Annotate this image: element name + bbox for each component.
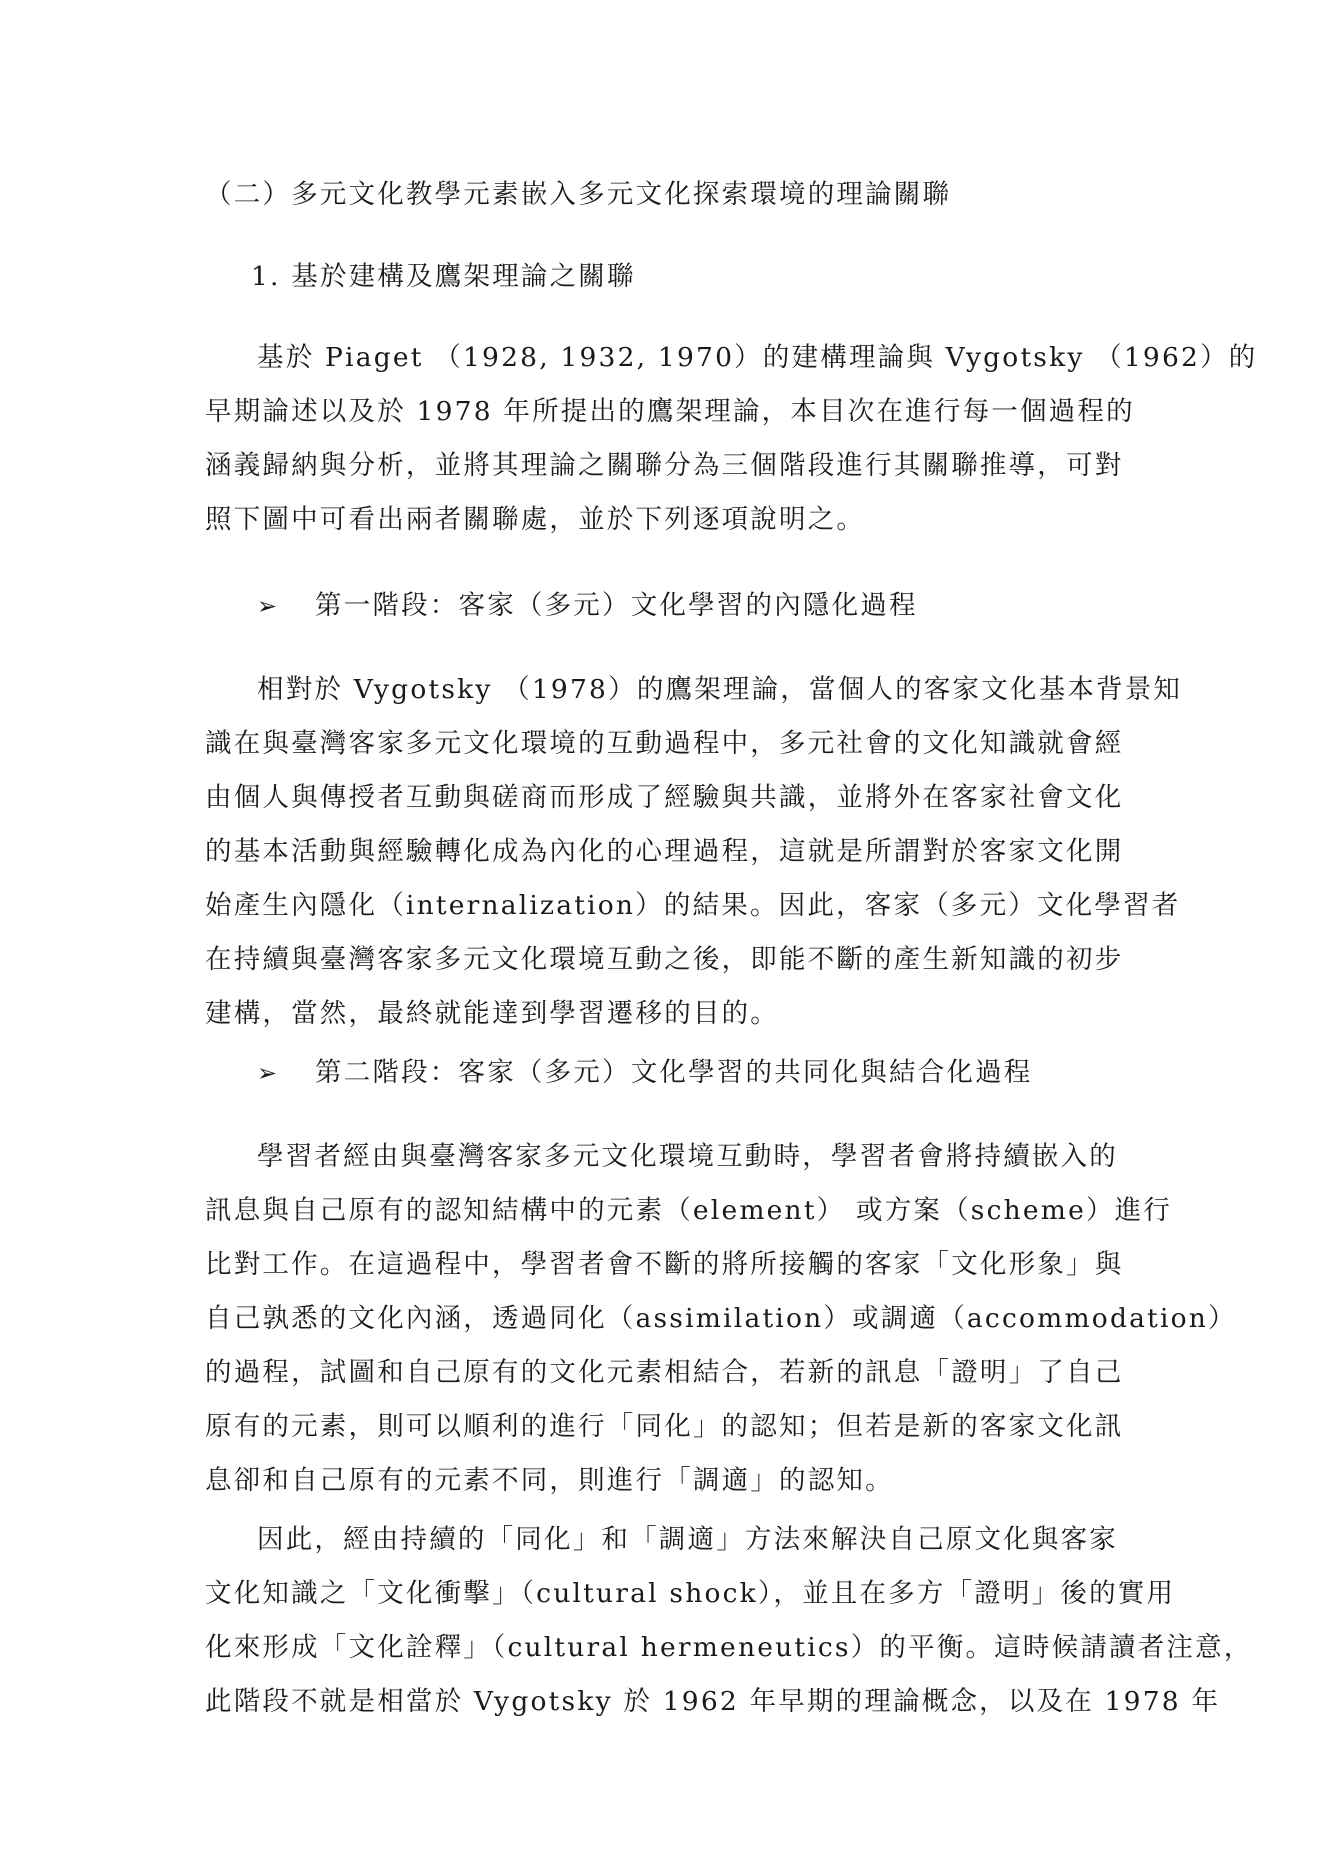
stage2-heading [257, 1046, 1033, 1100]
paragraph-line: 原有的元素，則可以順利的進行「同化」的認知；但若是新的客家文化訊 [205, 1411, 1124, 1442]
paragraph-line: 文化知識之「文化衝擊」（cultural shock），並且在多方「證明」後的實用 [205, 1578, 1176, 1609]
paragraph-line: 化來形成「文化詮釋」（cultural hermeneutics）的平衡。這時候請讀者注意， [205, 1632, 1253, 1663]
paragraph-line: 自己孰悉的文化內涵，透過同化（assimilation）或調適（accommodation） [205, 1303, 1237, 1334]
paragraph-line: 涵義歸納與分析，並將其理論之關聯分為三個階段進行其關聯推導，可對 [205, 450, 1124, 481]
paragraph-4 [205, 1513, 1253, 1729]
paragraph-line: 始產生內隱化（internalization）的結果。因此，客家（多元）文化學習者 [205, 890, 1181, 921]
paragraph-line: 訊息與自己原有的認知結構中的元素（element） 或方案（scheme）進行 [205, 1195, 1173, 1226]
paragraph-line: 由個人與傳授者互動與磋商而形成了經驗與共識，並將外在客家社會文化 [205, 782, 1124, 813]
arrow-bullet-icon: ➢ [257, 592, 280, 620]
stage1-heading [257, 579, 918, 633]
paragraph-line: 照下圖中可看出兩者關聯處，並於下列逐項說明之。 [205, 504, 866, 535]
paragraph-line: 建構，當然，最終就能達到學習遷移的目的。 [205, 998, 779, 1029]
paragraph-1 [205, 331, 1258, 547]
paragraph-line: 識在與臺灣客家多元文化環境的互動過程中，多元社會的文化知識就會經 [205, 728, 1124, 759]
paragraph-3 [205, 1130, 1237, 1508]
paragraph-line: 學習者經由與臺灣客家多元文化環境互動時，學習者會將持續嵌入的 [257, 1141, 1118, 1172]
paragraph-line: 此階段不就是相當於 Vygotsky 於 1962 年早期的理論概念，以及在 1978 年 [205, 1686, 1221, 1717]
paragraph-line: 基於 Piaget （1928, 1932, 1970）的建構理論與 Vygotsky （1962）的 [257, 342, 1258, 373]
paragraph-line: 早期論述以及於 1978 年所提出的鷹架理論，本目次在進行每一個過程的 [205, 396, 1135, 427]
paragraph-line: 的過程，試圖和自己原有的文化元素相結合，若新的訊息「證明」了自己 [205, 1357, 1124, 1388]
paragraph-line: 因此，經由持續的「同化」和「調適」方法來解決自己原文化與客家 [257, 1524, 1118, 1555]
paragraph-line: 相對於 Vygotsky （1978）的鷹架理論，當個人的客家文化基本背景知 [257, 674, 1183, 705]
stage1-heading-text: 第一階段：客家（多元）文化學習的內隱化過程 [315, 590, 918, 621]
paragraph-line: 的基本活動與經驗轉化成為內化的心理過程，這就是所謂對於客家文化開 [205, 836, 1124, 867]
paragraph-line: 比對工作。在這過程中，學習者會不斷的將所接觸的客家「文化形象」與 [205, 1249, 1124, 1280]
paragraph-line: 息卻和自己原有的元素不同，則進行「調適」的認知。 [205, 1465, 894, 1496]
sub-heading: 1. 基於建構及鷹架理論之關聯 [251, 261, 636, 292]
stage2-heading-text: 第二階段：客家（多元）文化學習的共同化與結合化過程 [315, 1057, 1033, 1088]
paragraph-line: 在持續與臺灣客家多元文化環境互動之後，即能不斷的產生新知識的初步 [205, 944, 1124, 975]
paragraph-2 [205, 663, 1183, 1041]
section-heading: （二）多元文化教學元素嵌入多元文化探索環境的理論關聯 [205, 179, 952, 210]
arrow-bullet-icon: ➢ [257, 1059, 280, 1087]
